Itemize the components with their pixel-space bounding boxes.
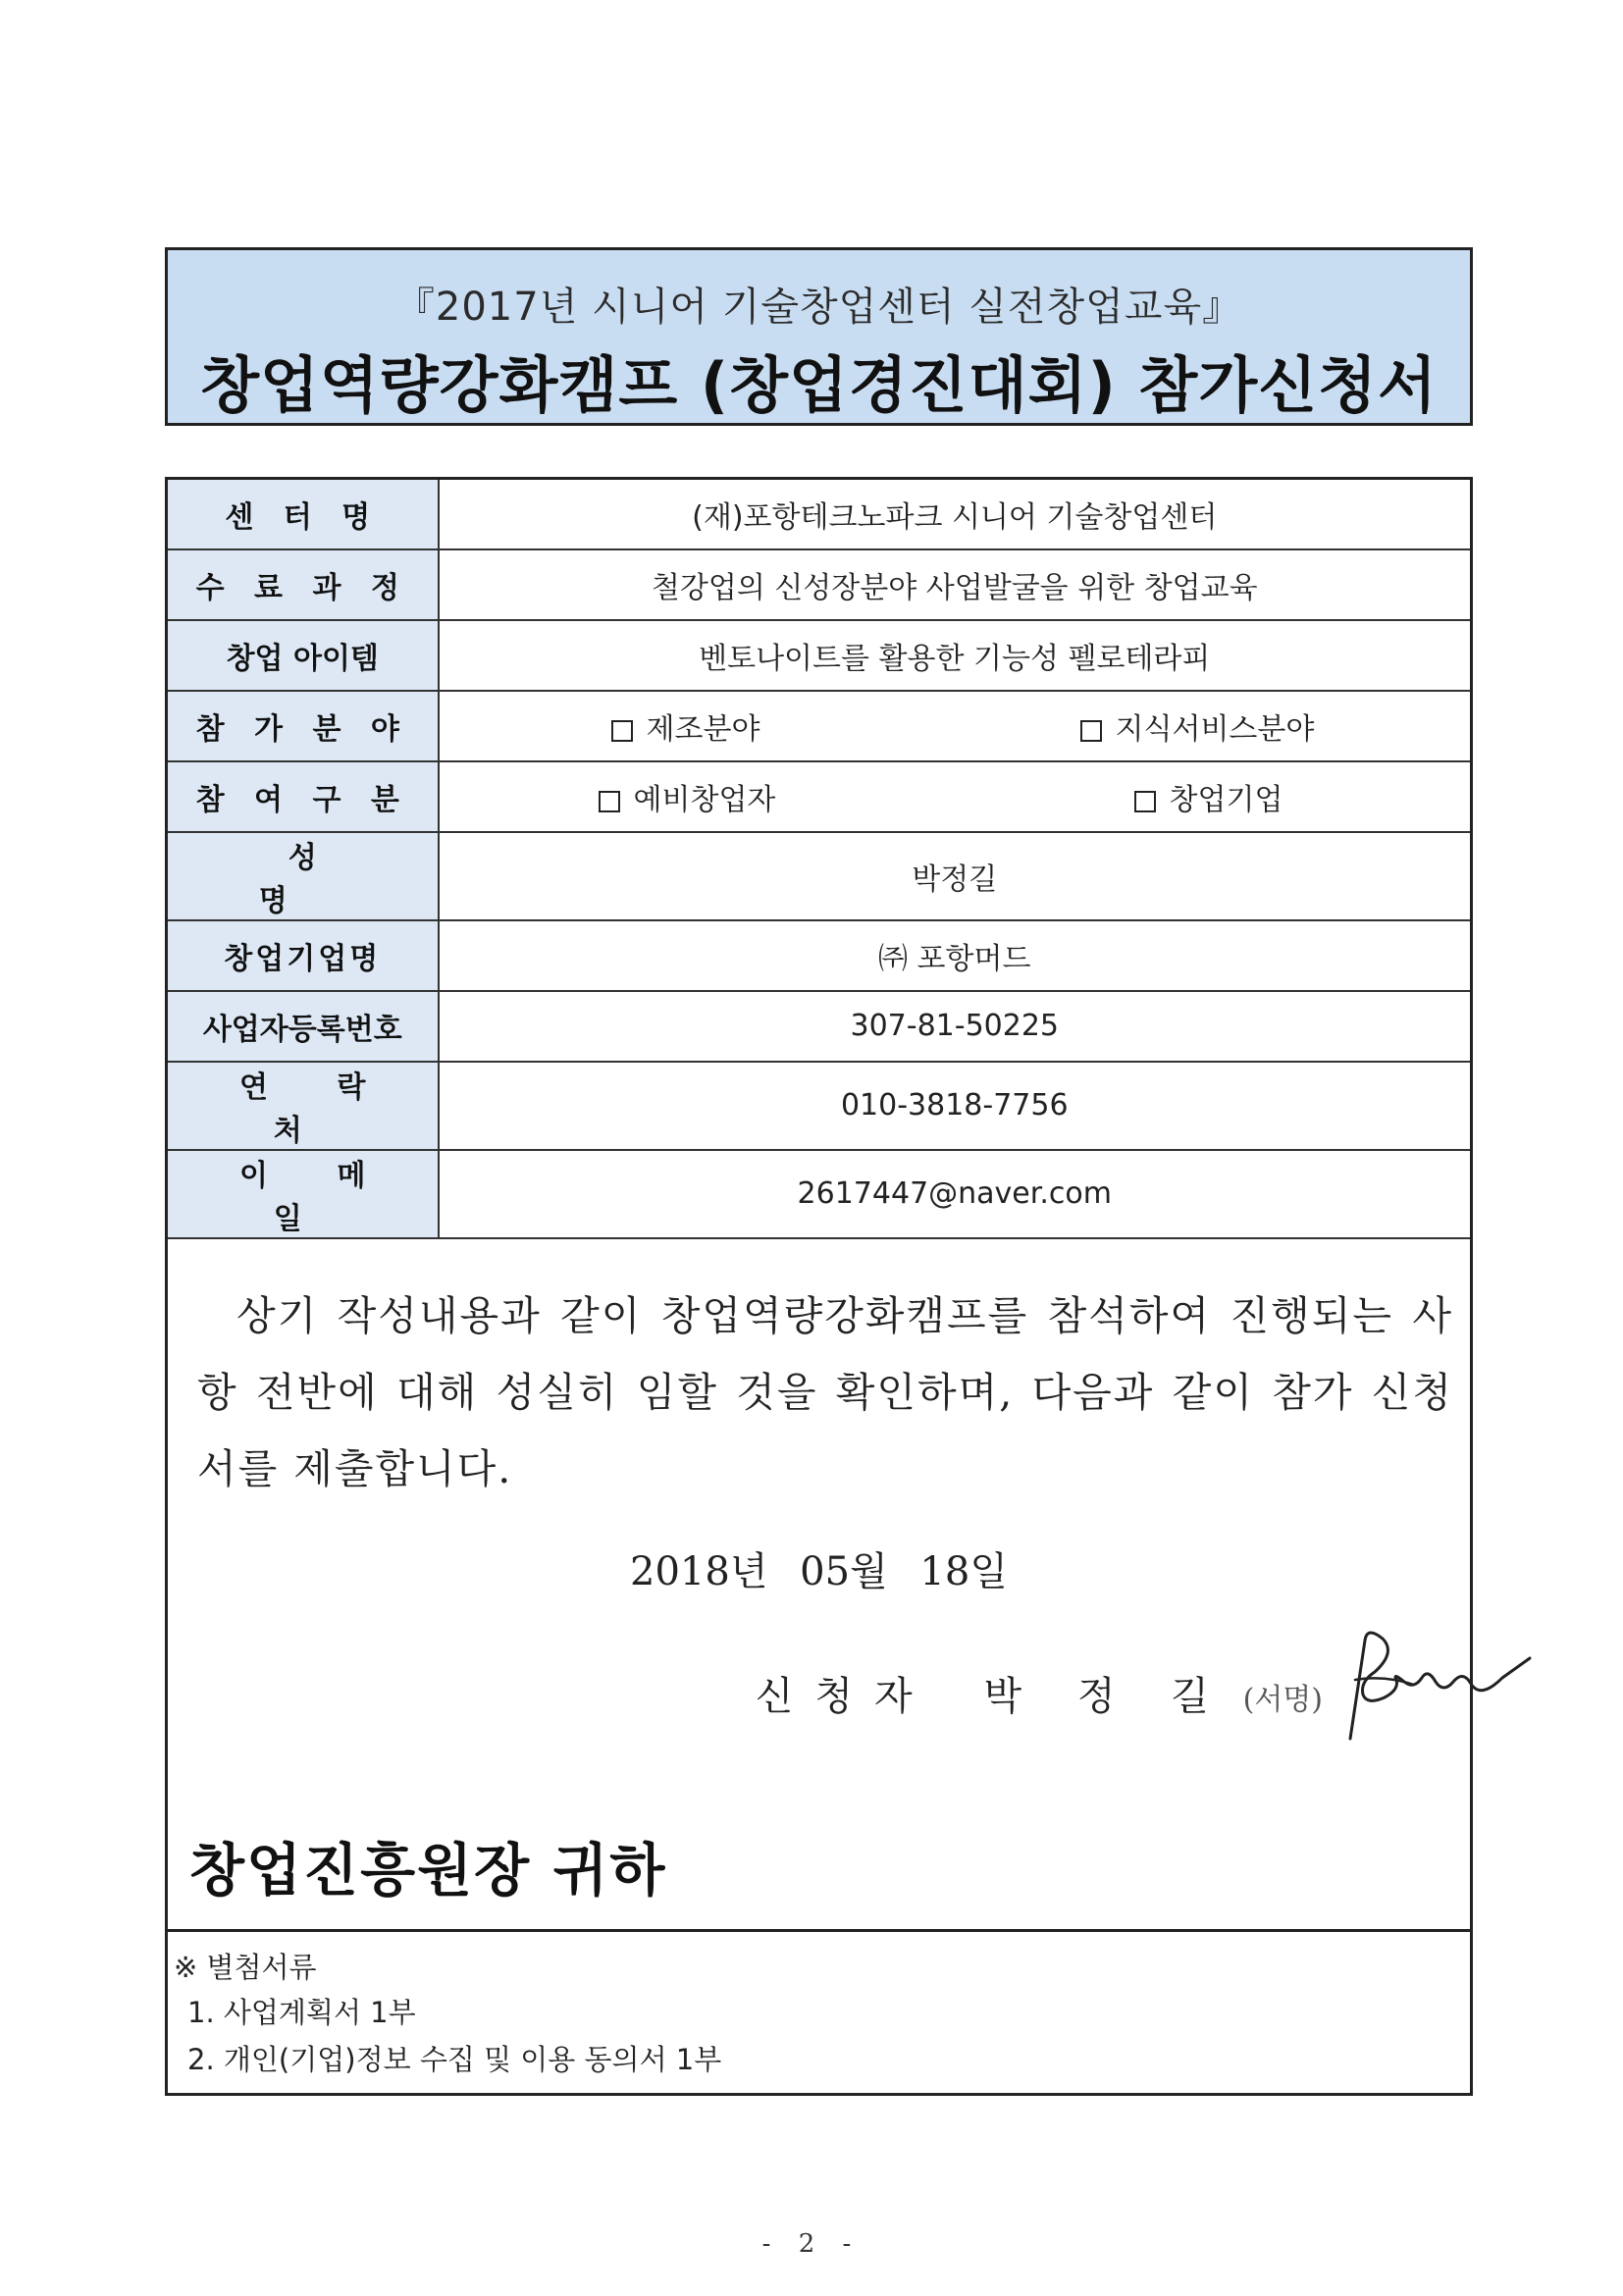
participation-field-label: 참 가 분 야 xyxy=(167,691,439,761)
type-option-preliminary[interactable]: 예비창업자 xyxy=(599,775,776,818)
form-title: 창업역량강화캠프 (창업경진대회) 참가신청서 xyxy=(200,349,1438,421)
page-number: - 2 - xyxy=(761,2229,862,2259)
table-row xyxy=(167,991,1472,1062)
company-name-value: ㈜ 포항머드 xyxy=(439,920,1472,991)
attachment-item: 2. 개인(기업)정보 수집 및 이용 동의서 1부 xyxy=(187,2043,722,2076)
email-value: 2617447@naver.com xyxy=(439,1150,1472,1238)
application-info-table xyxy=(165,477,1473,1239)
attachments-title: ※ 별첨서류 xyxy=(174,1951,317,1984)
form-subtitle: 『2017년 시니어 기술창업센터 실전창업교육』 xyxy=(394,285,1243,330)
table-row xyxy=(167,920,1472,991)
declaration-statement: 상기 작성내용과 같이 창업역량강화캠프를 참석하여 진행되는 사항 전반에 대해 성실히 임할 것을 확인하며, 다음과 같이 참가 신청서를 제출합니다. xyxy=(197,1292,1453,1492)
table-row xyxy=(167,832,1472,920)
attachment-item: 1. 사업계획서 1부 xyxy=(187,1996,416,2029)
startup-item-label: 창업 아이템 xyxy=(167,620,439,691)
center-name-value: (재)포항테크노파크 시니어 기술창업센터 xyxy=(439,479,1472,549)
form-header xyxy=(165,247,1473,426)
checkbox-icon[interactable] xyxy=(599,791,620,812)
table-row xyxy=(167,1062,1472,1150)
company-name-label: 창업기업명 xyxy=(167,920,439,991)
course-label: 수 료 과 정 xyxy=(167,549,439,620)
email-label: 이 메 일 xyxy=(167,1150,439,1238)
field-option-manufacturing[interactable]: 제조분야 xyxy=(611,704,760,748)
attachments-section xyxy=(165,1929,1473,2096)
table-row xyxy=(167,761,1472,832)
business-number-value: 307-81-50225 xyxy=(439,991,1472,1062)
sign-note: (서명) xyxy=(1242,1683,1323,1717)
business-number-label: 사업자등록번호 xyxy=(167,991,439,1062)
table-row xyxy=(167,691,1472,761)
course-value: 철강업의 신성장분야 사업발굴을 위한 창업교육 xyxy=(439,549,1472,620)
checkbox-icon[interactable] xyxy=(1080,720,1102,742)
addressee: 창업진흥원장 귀하 xyxy=(189,1837,667,1904)
declaration-section xyxy=(165,1219,1473,1932)
contact-label: 연 락 처 xyxy=(167,1062,439,1150)
center-name-label: 센 터 명 xyxy=(167,479,439,549)
startup-item-value: 벤토나이트를 활용한 기능성 펠로테라피 xyxy=(439,620,1472,691)
name-label: 성 명 xyxy=(167,832,439,920)
participation-type-options xyxy=(439,761,1472,832)
handwritten-signature xyxy=(1306,1621,1532,1758)
checkbox-icon[interactable] xyxy=(611,720,633,742)
field-option-knowledge-service[interactable]: 지식서비스분야 xyxy=(1080,704,1315,748)
table-row xyxy=(167,620,1472,691)
table-row xyxy=(167,479,1472,549)
contact-value: 010-3818-7756 xyxy=(439,1062,1472,1150)
type-option-startup-company[interactable]: 창업기업 xyxy=(1134,775,1283,818)
application-date: 2018년 05월 18일 xyxy=(630,1549,1008,1594)
checkbox-icon[interactable] xyxy=(1134,791,1156,812)
table-row xyxy=(167,549,1472,620)
applicant-label: 신청자 xyxy=(755,1674,934,1719)
applicant-line xyxy=(756,1665,1323,1721)
name-value: 박정길 xyxy=(439,832,1472,920)
applicant-name: 박 정 길 xyxy=(983,1674,1230,1719)
participation-field-options xyxy=(439,691,1472,761)
participation-type-label: 참 여 구 분 xyxy=(167,761,439,832)
